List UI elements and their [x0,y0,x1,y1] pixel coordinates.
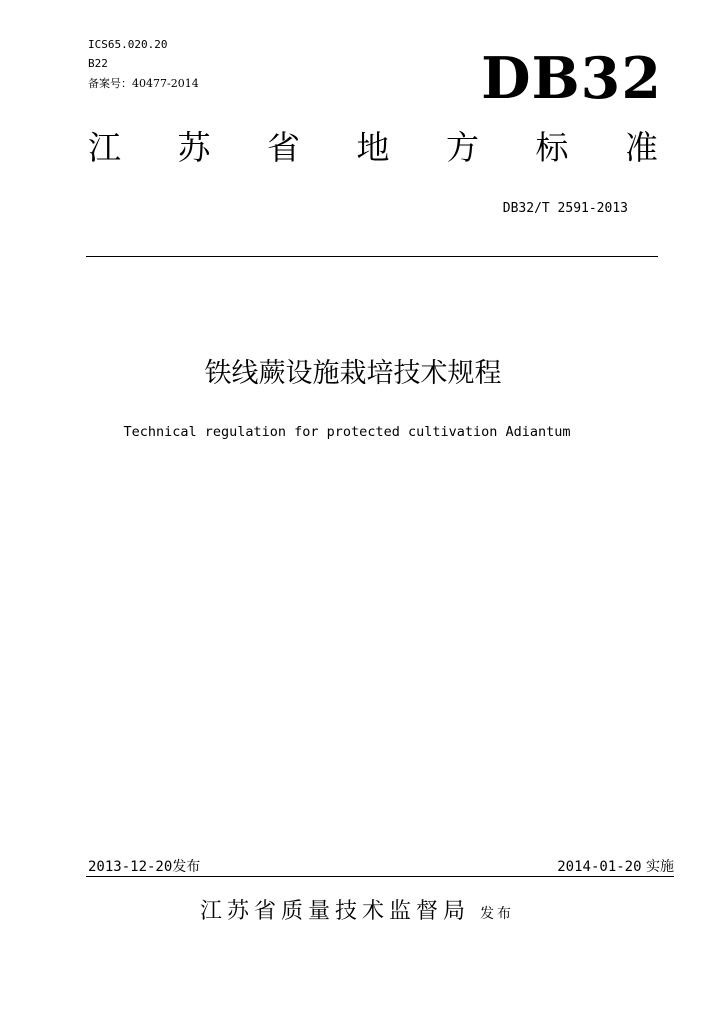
ics-code: ICS65.020.20 [88,38,168,51]
issuer [200,894,514,925]
bottom-divider [86,876,674,877]
standard-number: DB32/T 2591-2013 [502,201,628,216]
publish-label: 发布 [172,859,201,875]
record-number [88,75,199,91]
standard-type-char: 地 [356,128,390,167]
ccs-code: B22 [88,57,108,70]
title-chinese [0,358,724,390]
publish-date: 2013-12-20 [88,859,173,875]
date-row [88,856,674,876]
top-divider [86,256,658,257]
publish-date-block [88,856,200,876]
issuer-action: 发布 [480,906,515,922]
standard-type-char: 江 [88,128,121,167]
db32-logo: DB32 [481,45,662,112]
implement-label: 实施 [646,859,674,875]
standard-type-char: 标 [535,128,569,167]
implement-date: 2014-01-20 [557,859,642,875]
standard-type-char: 准 [625,128,658,167]
record-number-value: 40477-2014 [132,77,199,90]
title-chinese-text: 铁线蕨设施栽培技术规程 [204,358,502,389]
implement-date-block [557,856,674,876]
title-english-text: Technical regulation for protected cultivation Adiantum [123,424,571,440]
standard-type-heading [88,130,658,166]
standard-type-char: 方 [446,128,479,167]
title-english [0,424,724,440]
standard-type-char: 苏 [177,128,211,167]
standard-type-char: 省 [267,128,300,167]
record-label: 备案号： [88,77,132,90]
issuer-name: 江苏省质量技术监督局 [200,899,471,924]
